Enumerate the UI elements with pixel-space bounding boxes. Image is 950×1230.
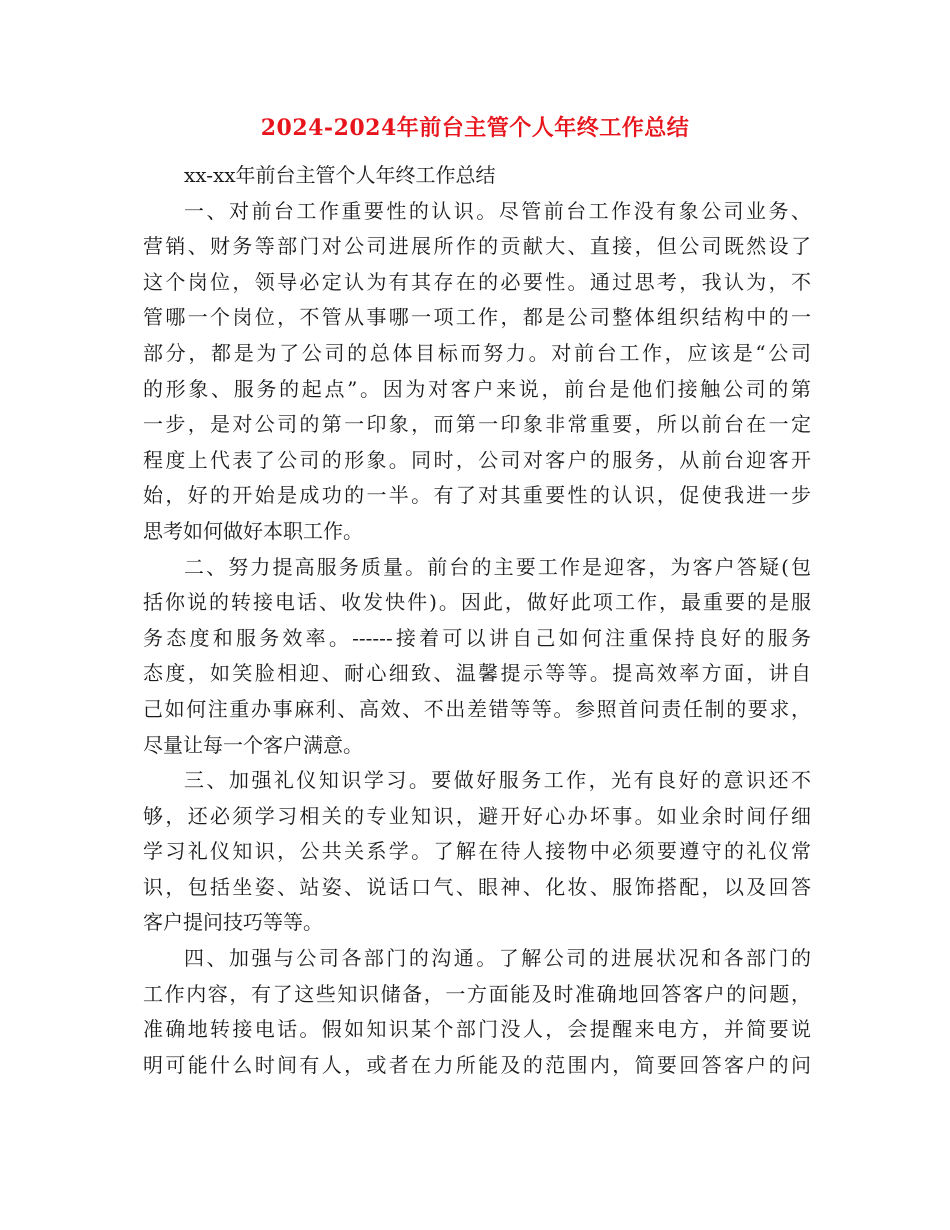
paragraph-3-line: 够，还必须学习相关的专业知识，避开好心办坏事。如业余时间仔细	[143, 803, 811, 828]
paragraph-3-line: 识，包括坐姿、站姿、说话口气、眼神、化妆、服饰搭配，以及回答	[143, 874, 811, 899]
paragraph-1-line: 营销、财务等部门对公司进展所作的贡献大、直接，但公司既然设了	[143, 234, 811, 259]
paragraph-2-line: 括你说的转接电话、收发快件)。因此，做好此项工作，最重要的是服	[143, 590, 811, 615]
document-body	[143, 158, 811, 1083]
paragraph-4-line: 准确地转接电话。假如知识某个部门没人，会提醒来电方，并简要说	[143, 1017, 811, 1042]
paragraph-1-line: 管哪一个岗位，不管从事哪一项工作，都是公司整体组织结构中的一	[143, 305, 811, 330]
paragraph-1-line: 的形象、服务的起点”。因为对客户来说，前台是他们接触公司的第	[143, 376, 811, 401]
paragraph-2-line: 态度，如笑脸相迎、耐心细致、温馨提示等等。提高效率方面，讲自	[143, 661, 811, 686]
paragraph-4-line: 明可能什么时间有人，或者在力所能及的范围内，简要回答客户的问	[143, 1052, 811, 1077]
paragraph-1-line: 思考如何做好本职工作。	[143, 518, 363, 543]
paragraph-2-line: 二、努力提高服务质量。前台的主要工作是迎客，为客户答疑(包	[184, 554, 811, 579]
paragraph-1-line: 一步，是对公司的第一印象，而第一印象非常重要，所以前台在一定	[143, 412, 811, 437]
subtitle-line: xx-xx年前台主管个人年终工作总结	[184, 163, 496, 187]
document-title: 2024-2024年前台主管个人年终工作总结	[260, 115, 690, 141]
paragraph-4-line: 工作内容，有了这些知识储备，一方面能及时准确地回答客户的问题，	[143, 981, 811, 1006]
paragraph-1-line: 始，好的开始是成功的一半。有了对其重要性的认识，促使我进一步	[143, 483, 811, 508]
paragraph-2-line: 己如何注重办事麻利、高效、不出差错等等。参照首问责任制的要求，	[143, 696, 811, 721]
paragraph-2-line: 务态度和服务效率。------接着可以讲自己如何注重保持良好的服务	[143, 625, 811, 650]
paragraph-2-line: 尽量让每一个客户满意。	[143, 732, 363, 757]
paragraph-3-line: 三、加强礼仪知识学习。要做好服务工作，光有良好的意识还不	[184, 768, 811, 793]
paragraph-1-line: 程度上代表了公司的形象。同时，公司对客户的服务，从前台迎客开	[143, 447, 811, 472]
paragraph-1-line: 这个岗位，领导必定认为有其存在的必要性。通过思考，我认为，不	[143, 269, 811, 294]
paragraph-3-line: 客户提问技巧等等。	[143, 910, 323, 935]
paragraph-1-line: 一、对前台工作重要性的认识。尽管前台工作没有象公司业务、	[184, 198, 811, 223]
paragraph-1-line: 部分，都是为了公司的总体目标而努力。对前台工作，应该是“公司	[143, 340, 811, 365]
paragraph-4-line: 四、加强与公司各部门的沟通。了解公司的进展状况和各部门的	[184, 946, 811, 971]
paragraph-3-line: 学习礼仪知识，公共关系学。了解在待人接物中必须要遵守的礼仪常	[143, 839, 811, 864]
